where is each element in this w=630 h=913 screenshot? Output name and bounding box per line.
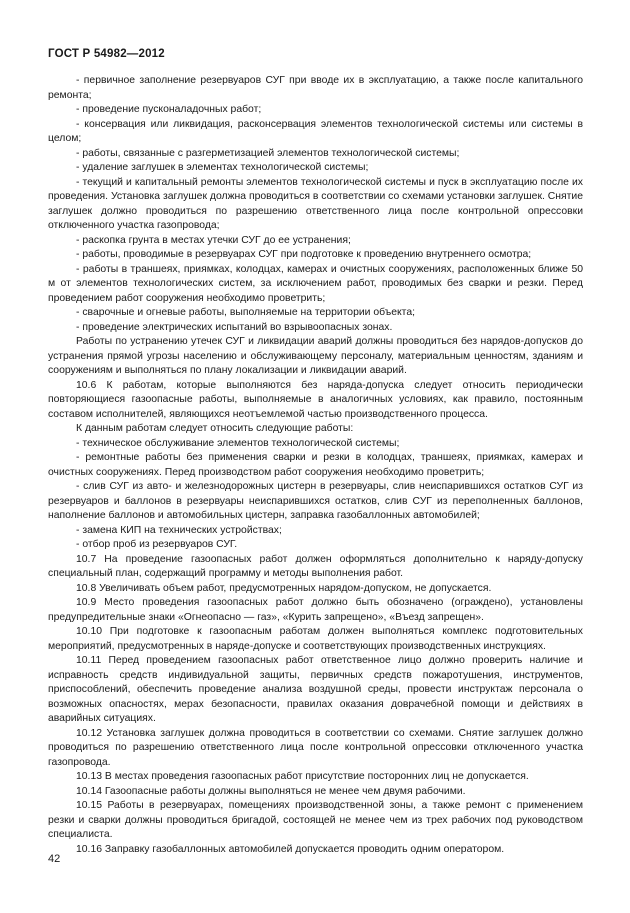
paragraph: - замена КИП на технических устройствах; — [76, 524, 282, 536]
paragraph: - работы в траншеях, приямках, колодцах, камерах и очистных сооружениях, расположенных ближе 50 м от элементов технологических систем, за исключением работ, проводимых без сварки и резки. Перед проведением работ сооружения необходимо проветрить; — [48, 263, 583, 304]
paragraph: К данным работам следует относить следующие работы: — [76, 423, 354, 434]
paragraph: - работы, связанные с разгерметизацией элементов технологической системы; — [76, 147, 460, 159]
paragraph: 10.6 К работам, которые выполняются без наряда-допуска следует относить периодически повторяющиеся газоопасные работы, выполняемые в аналогичных условиях, как правило, постоянным составом исполнителей, являющихся неотъемлемой частью производственного процесса. — [48, 379, 583, 420]
paragraph: - сварочные и огневые работы, выполняемые на территории объекта; — [76, 307, 415, 318]
paragraph: 10.15 Работы в резервуарах, помещениях производственной зоны, а также ремонт с применением резки и сварки должны проводиться бригадой, состоящей не менее чем из трех рабочих под руководством специалиста. — [48, 800, 583, 840]
paragraph: 10.7 На проведение газоопасных работ должен оформляться дополнительно к наряду-допуску специальный план, содержащий программу и методы выполнения работ. — [48, 553, 583, 579]
paragraph: 10.16 Заправку газобаллонных автомобилей допускается проводить одним оператором. — [76, 843, 505, 855]
paragraph: - отбор проб из резервуаров СУГ. — [76, 539, 238, 550]
paragraph: 10.11 Перед проведением газоопасных работ ответственное лицо должно проверить наличие и исправность средств индивидуальной защиты, первичных средств пожаротушения, инструментов, приспособлений, обеспечить проведение анализа воздушной среды, провести инструктаж персонала о возможных опасностях, мерах безопасности, правилах оказания доврачебной помощи и действиях в аварийных ситуациях. — [48, 655, 583, 724]
paragraph: - слив СУГ из авто- и железнодорожных цистерн в резервуары, слив неиспарившихся остатков СУГ из резервуаров и баллонов в резервуары неиспарившихся остатков, слив СУГ из переполненных баллонов, наполнение баллонов и автомобильных цистерн, заправка газобаллонных автомобилей; — [48, 481, 583, 521]
paragraph: - текущий и капитальный ремонты элементов технологической системы и пуск в эксплуатацию после их проведения. Установка заглушек должна проводиться в соответствии со схемами установки заглушек. Снятие заглушек должно проводиться по разрешению ответственного лица после контрольной опрессовки отключенного участка газопровода; — [48, 176, 583, 231]
paragraph: 10.10 При подготовке к газоопасным работам должен выполняться комплекс подготовительных мероприятий, предусмотренных в наряде-допуске и соответствующих производственных инструкциях. — [48, 626, 583, 652]
paragraph: - работы, проводимые в резервуарах СУГ при подготовке к проведению внутреннего осмотра; — [76, 249, 532, 260]
paragraph: 10.12 Установка заглушек должна проводиться в соответствии со схемами. Снятие заглушек должно проводиться по разрешению ответственного лица после контрольной опрессовки отключенного участка газопровода. — [48, 727, 583, 768]
paragraph: 10.13 В местах проведения газоопасных работ присутствие посторонних лиц не допускается. — [76, 771, 529, 782]
paragraph: 10.14 Газоопасные работы должны выполняться не менее чем двумя рабочими. — [76, 785, 466, 797]
page-number: 42 — [48, 853, 61, 865]
paragraph: - консервация или ликвидация, расконсервация элементов технологической системы или системы в целом; — [48, 118, 583, 144]
paragraph: - проведение электрических испытаний во взрывоопасных зонах. — [76, 321, 393, 333]
body-text — [48, 74, 583, 857]
paragraph: Работы по устранению утечек СУГ и ликвидации аварий должны проводиться без нарядов-допусков до устранения прямой угрозы населению и обслуживающему персоналу, материальным ценностям, зданиям и сооружениям и выполняться по плану локализации и ликвидации аварий. — [48, 336, 583, 376]
paragraph: - раскопка грунта в местах утечки СУГ до ее устранения; — [76, 234, 351, 246]
paragraph: - первичное заполнение резервуаров СУГ при вводе их в эксплуатацию, а также после капитального ремонта; — [48, 75, 583, 101]
paragraph: - удаление заглушек в элементах технологической системы; — [76, 162, 369, 173]
standard-code: ГОСТ Р 54982—2012 — [48, 48, 165, 60]
paragraph: 10.9 Место проведения газоопасных работ должно быть обозначено (ограждено), установлены предупредительные знаки «Огнеопасно — газ», «Курить запрещено», «Въезд запрещен». — [48, 597, 583, 623]
paragraph: - техническое обслуживание элементов технологической системы; — [76, 437, 400, 449]
paragraph: - проведение пусконаладочных работ; — [76, 104, 262, 115]
paragraph: 10.8 Увеличивать объем работ, предусмотренных нарядом-допуском, не допускается. — [76, 582, 492, 594]
paragraph: - ремонтные работы без применения сварки и резки в колодцах, траншеях, приямках, камерах и очистных сооружениях. Перед производством работ сооружения необходимо проветрить; — [48, 452, 583, 478]
